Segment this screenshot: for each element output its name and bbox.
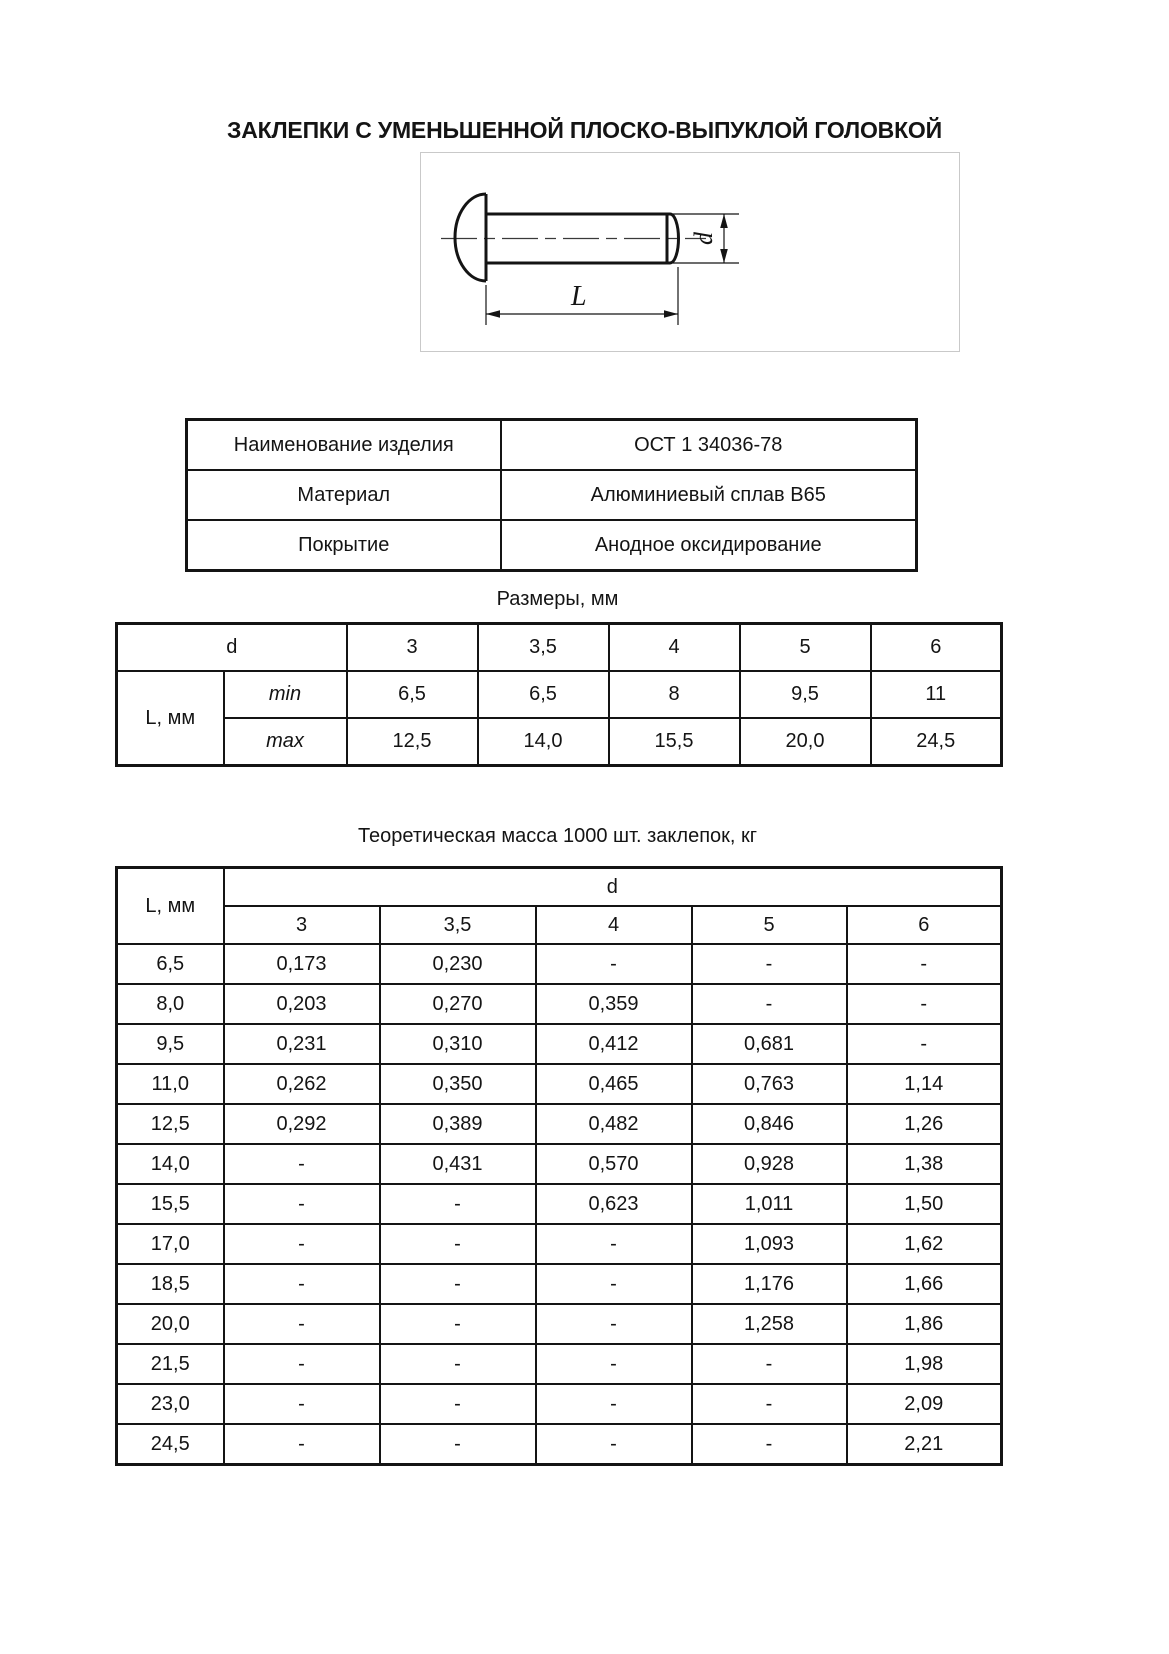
mass-value-cell: - <box>536 1344 692 1384</box>
mass-data-row <box>117 1264 1002 1304</box>
mass-value-cell: - <box>380 1344 536 1384</box>
dims-data-row <box>117 718 1002 766</box>
info-value-cell: Анодное оксидирование <box>501 520 917 571</box>
mass-value-cell: 1,38 <box>847 1144 1002 1184</box>
mass-value-cell: - <box>692 944 847 984</box>
mass-value-cell: - <box>380 1184 536 1224</box>
dims-d-header-cell: d <box>117 624 347 672</box>
mass-value-cell: 0,623 <box>536 1184 692 1224</box>
mass-value-cell: 0,270 <box>380 984 536 1024</box>
mass-subheader-row <box>117 906 1002 944</box>
dims-diameter-header-cell: 3 <box>347 624 478 672</box>
dims-value-cell: 14,0 <box>478 718 609 766</box>
mass-data-row <box>117 1184 1002 1224</box>
mass-data-row <box>117 1064 1002 1104</box>
mass-data-row <box>117 1104 1002 1144</box>
length-dim-label: L <box>571 281 587 312</box>
dimensions-table-caption: Размеры, мм <box>496 588 619 610</box>
mass-length-cell: 21,5 <box>117 1344 224 1384</box>
mass-diameter-header-cell: 5 <box>692 906 847 944</box>
mass-value-cell: 1,093 <box>692 1224 847 1264</box>
mass-value-cell: 0,482 <box>536 1104 692 1144</box>
mass-value-cell: - <box>224 1344 380 1384</box>
mass-value-cell: - <box>224 1184 380 1224</box>
mass-table-caption: Теоретическая масса 1000 шт. заклепок, кг <box>357 825 758 847</box>
mass-value-cell: - <box>380 1224 536 1264</box>
dims-limit-label-cell: min <box>224 671 347 718</box>
mass-value-cell: 1,011 <box>692 1184 847 1224</box>
mass-value-cell: - <box>224 1224 380 1264</box>
mass-value-cell: 0,203 <box>224 984 380 1024</box>
mass-value-cell: - <box>847 984 1002 1024</box>
mass-length-cell: 6,5 <box>117 944 224 984</box>
mass-value-cell: 1,86 <box>847 1304 1002 1344</box>
mass-data-row <box>117 1344 1002 1384</box>
rivet-drawing-frame <box>420 152 960 352</box>
length-dimension <box>486 267 678 325</box>
mass-value-cell: 0,412 <box>536 1024 692 1064</box>
mass-d-header-cell: d <box>224 868 1002 907</box>
mass-value-cell: 0,359 <box>536 984 692 1024</box>
dims-value-cell: 9,5 <box>740 671 871 718</box>
dims-value-cell: 8 <box>609 671 740 718</box>
dims-value-cell: 15,5 <box>609 718 740 766</box>
mass-header-row <box>117 868 1002 907</box>
info-table-row <box>187 520 917 571</box>
dims-value-cell: 6,5 <box>478 671 609 718</box>
info-label-cell: Наименование изделия <box>187 420 501 471</box>
mass-value-cell: 0,570 <box>536 1144 692 1184</box>
mass-value-cell: - <box>847 944 1002 984</box>
mass-data-row <box>117 1384 1002 1424</box>
dims-diameter-header-cell: 6 <box>871 624 1002 672</box>
mass-value-cell: 0,389 <box>380 1104 536 1144</box>
arrow-down-icon <box>720 249 728 263</box>
mass-value-cell: - <box>224 1144 380 1184</box>
mass-data-row <box>117 1424 1002 1465</box>
mass-value-cell: - <box>536 1424 692 1465</box>
rivet-drawing <box>421 153 959 351</box>
mass-length-cell: 11,0 <box>117 1064 224 1104</box>
mass-value-cell: - <box>224 1384 380 1424</box>
mass-length-cell: 8,0 <box>117 984 224 1024</box>
mass-value-cell: 2,21 <box>847 1424 1002 1465</box>
mass-length-cell: 18,5 <box>117 1264 224 1304</box>
mass-length-cell: 9,5 <box>117 1024 224 1064</box>
page-title: ЗАКЛЕПКИ С УМЕНЬШЕННОЙ ПЛОСКО-ВЫПУКЛОЙ ГОЛОВКОЙ <box>227 117 942 143</box>
dimensions-table <box>115 622 1003 767</box>
mass-value-cell: - <box>536 944 692 984</box>
mass-length-cell: 15,5 <box>117 1184 224 1224</box>
mass-length-cell: 17,0 <box>117 1224 224 1264</box>
mass-value-cell: - <box>224 1264 380 1304</box>
dims-value-cell: 11 <box>871 671 1002 718</box>
arrow-up-icon <box>720 214 728 228</box>
mass-value-cell: - <box>536 1264 692 1304</box>
info-label-cell: Покрытие <box>187 520 501 571</box>
diameter-dim-label: d <box>689 232 718 245</box>
dims-limit-label-cell: max <box>224 718 347 766</box>
arrow-left-icon <box>486 310 500 318</box>
mass-value-cell: - <box>380 1264 536 1304</box>
mass-value-cell: 2,09 <box>847 1384 1002 1424</box>
mass-value-cell: 0,465 <box>536 1064 692 1104</box>
dims-diameter-header-cell: 5 <box>740 624 871 672</box>
mass-length-cell: 14,0 <box>117 1144 224 1184</box>
dims-l-header-cell: L, мм <box>117 671 224 766</box>
info-label-cell: Материал <box>187 470 501 520</box>
mass-value-cell: - <box>847 1024 1002 1064</box>
mass-value-cell: - <box>536 1224 692 1264</box>
mass-value-cell: 1,14 <box>847 1064 1002 1104</box>
dims-header-row <box>117 624 1002 672</box>
mass-table <box>115 866 1003 1466</box>
dims-value-cell: 24,5 <box>871 718 1002 766</box>
mass-value-cell: 0,928 <box>692 1144 847 1184</box>
mass-value-cell: 0,310 <box>380 1024 536 1064</box>
mass-diameter-header-cell: 4 <box>536 906 692 944</box>
mass-length-cell: 24,5 <box>117 1424 224 1465</box>
mass-value-cell: - <box>536 1304 692 1344</box>
mass-length-cell: 12,5 <box>117 1104 224 1144</box>
mass-value-cell: 1,176 <box>692 1264 847 1304</box>
info-table-row <box>187 470 917 520</box>
mass-value-cell: 1,50 <box>847 1184 1002 1224</box>
mass-diameter-header-cell: 3 <box>224 906 380 944</box>
mass-value-cell: - <box>380 1424 536 1465</box>
info-table-row <box>187 420 917 471</box>
mass-value-cell: 0,763 <box>692 1064 847 1104</box>
mass-length-cell: 20,0 <box>117 1304 224 1344</box>
mass-value-cell: - <box>692 1384 847 1424</box>
mass-value-cell: - <box>692 1344 847 1384</box>
mass-data-row <box>117 1024 1002 1064</box>
dims-value-cell: 20,0 <box>740 718 871 766</box>
dims-value-cell: 6,5 <box>347 671 478 718</box>
mass-data-row <box>117 1304 1002 1344</box>
mass-data-row <box>117 984 1002 1024</box>
mass-diameter-header-cell: 6 <box>847 906 1002 944</box>
mass-value-cell: 0,173 <box>224 944 380 984</box>
mass-value-cell: - <box>380 1304 536 1344</box>
arrow-right-icon <box>664 310 678 318</box>
info-value-cell: ОСТ 1 34036-78 <box>501 420 917 471</box>
product-info-table <box>185 418 918 572</box>
mass-value-cell: 0,262 <box>224 1064 380 1104</box>
mass-value-cell: 1,98 <box>847 1344 1002 1384</box>
mass-value-cell: 0,231 <box>224 1024 380 1064</box>
mass-value-cell: - <box>536 1384 692 1424</box>
mass-value-cell: - <box>380 1384 536 1424</box>
mass-value-cell: 1,62 <box>847 1224 1002 1264</box>
mass-value-cell: - <box>224 1304 380 1344</box>
mass-value-cell: 0,681 <box>692 1024 847 1064</box>
dims-value-cell: 12,5 <box>347 718 478 766</box>
mass-value-cell: 0,292 <box>224 1104 380 1144</box>
mass-value-cell: - <box>224 1424 380 1465</box>
mass-diameter-header-cell: 3,5 <box>380 906 536 944</box>
mass-value-cell: 0,350 <box>380 1064 536 1104</box>
info-value-cell: Алюминиевый сплав В65 <box>501 470 917 520</box>
mass-value-cell: 1,66 <box>847 1264 1002 1304</box>
mass-value-cell: - <box>692 984 847 1024</box>
mass-data-row <box>117 944 1002 984</box>
mass-value-cell: 0,230 <box>380 944 536 984</box>
mass-value-cell: 1,26 <box>847 1104 1002 1144</box>
mass-data-row <box>117 1224 1002 1264</box>
mass-value-cell: - <box>692 1424 847 1465</box>
dims-diameter-header-cell: 4 <box>609 624 740 672</box>
rivet-head <box>455 194 486 281</box>
dims-diameter-header-cell: 3,5 <box>478 624 609 672</box>
mass-value-cell: 0,431 <box>380 1144 536 1184</box>
mass-data-row <box>117 1144 1002 1184</box>
mass-value-cell: 1,258 <box>692 1304 847 1344</box>
mass-value-cell: 0,846 <box>692 1104 847 1144</box>
mass-length-cell: 23,0 <box>117 1384 224 1424</box>
dims-data-row <box>117 671 1002 718</box>
mass-l-header-cell: L, мм <box>117 868 224 945</box>
diameter-dimension <box>673 214 739 263</box>
